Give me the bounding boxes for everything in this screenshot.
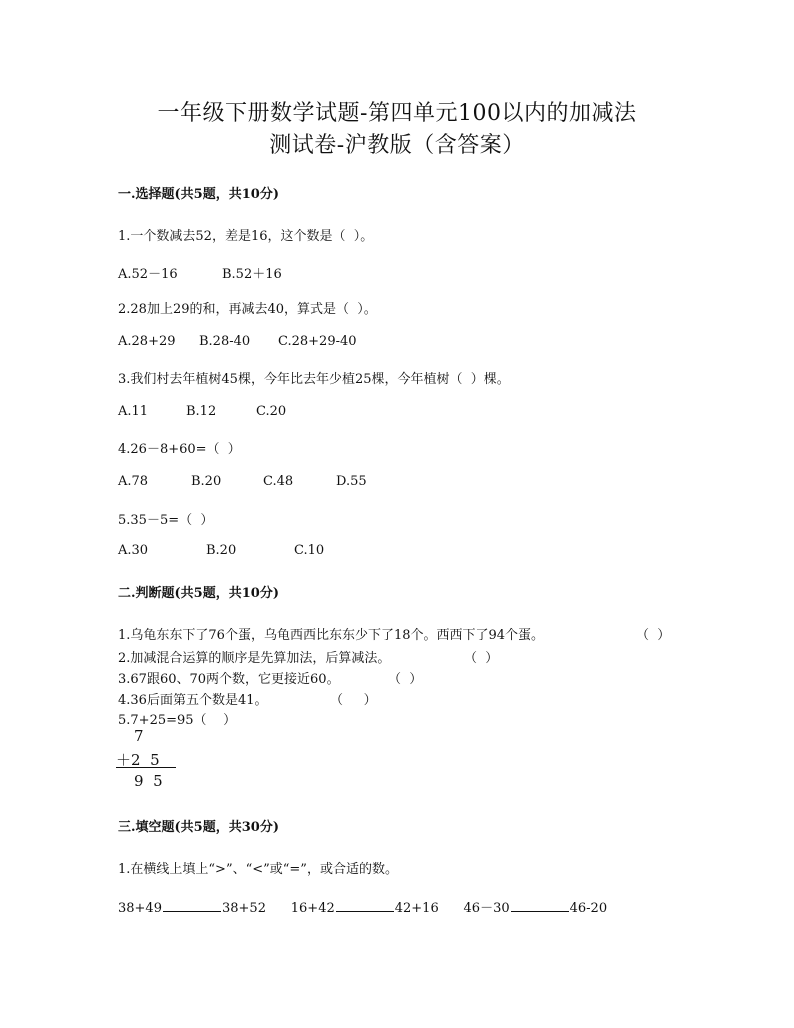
section-heading-choice: 一.选择题(共5题，共10分): [118, 187, 279, 202]
judgment-q1-answer-paren: （ ）: [636, 628, 671, 643]
document-title-line1: 一年级下册数学试题-第四单元100以内的加减法: [157, 101, 637, 126]
choice-q4-option-c: C.48: [263, 474, 294, 489]
judgment-q4-answer-paren: （ ）: [330, 693, 377, 708]
choice-question-2: 2.28加上29的和，再减去40，算式是（ ）。: [118, 302, 377, 317]
choice-q2-option-b: B.28-40: [199, 334, 251, 349]
fill-question-1: 1.在横线上填上“>”、“<”或“=”，或合适的数。: [118, 862, 398, 877]
comparison-3-blank[interactable]: [511, 899, 569, 912]
vertical-row-1: 7: [134, 727, 144, 745]
fill-q1-comparisons: [118, 897, 607, 916]
comparison-2-left: 16+42: [290, 901, 335, 916]
choice-question-4: 4.26－8+60=（ ）: [118, 442, 241, 457]
vertical-row-3: 9 5: [134, 772, 163, 790]
choice-question-3: 3.我们村去年植树45棵，今年比去年少植25棵，今年植树（ ）棵。: [118, 372, 510, 387]
choice-q4-option-a: A.78: [118, 474, 149, 489]
choice-question-1: 1.一个数减去52，差是16，这个数是（ ）。: [118, 229, 374, 244]
choice-q3-option-b: B.12: [186, 404, 217, 419]
choice-question-5: 5.35－5=（ ）: [118, 513, 214, 528]
judgment-q3-answer-paren: （ ）: [388, 672, 423, 687]
judgment-question-4: 4.36后面第五个数是41。: [118, 693, 268, 708]
choice-q5-option-c: C.10: [294, 543, 325, 558]
choice-q5-option-b: B.20: [206, 543, 237, 558]
judgment-q2-answer-paren: （ ）: [464, 651, 499, 666]
document-title-line2: 测试卷-沪教版（含答案）: [269, 133, 525, 158]
comparison-3-left: 46－30: [463, 901, 510, 916]
judgment-question-1: 1.乌龟东东下了76个蛋，乌龟西西比东东少下了18个。西西下了94个蛋。: [118, 628, 545, 643]
comparison-1-blank[interactable]: [163, 899, 221, 912]
vertical-row-2: ＋2 5: [116, 751, 160, 769]
choice-q4-option-d: D.55: [336, 474, 367, 489]
vertical-sum-rule: [116, 767, 176, 768]
comparison-2-right: 42+16: [394, 901, 439, 916]
judgment-question-3: 3.67跟60、70两个数，它更接近60。: [118, 672, 340, 687]
choice-q1-option-b: B.52＋16: [222, 267, 282, 282]
choice-q3-option-a: A.11: [118, 404, 149, 419]
comparison-1-right: 38+52: [221, 901, 266, 916]
comparison-2-blank[interactable]: [336, 899, 394, 912]
judgment-question-2: 2.加减混合运算的顺序是先算加法，后算减法。: [118, 651, 391, 666]
choice-q2-option-c: C.28+29-40: [278, 334, 357, 349]
choice-q3-option-c: C.20: [256, 404, 287, 419]
comparison-3-right: 46-20: [569, 901, 608, 916]
choice-q2-option-a: A.28+29: [118, 334, 176, 349]
section-heading-fill-blank: 三.填空题(共5题，共30分): [118, 820, 279, 835]
judgment-question-5: 5.7+25=95（ ）: [118, 713, 237, 728]
choice-q4-option-b: B.20: [191, 474, 222, 489]
choice-q5-option-a: A.30: [118, 543, 149, 558]
section-heading-judgment: 二.判断题(共5题，共10分): [118, 586, 279, 601]
comparison-1-left: 38+49: [118, 901, 162, 916]
choice-q1-option-a: A.52－16: [118, 267, 178, 282]
